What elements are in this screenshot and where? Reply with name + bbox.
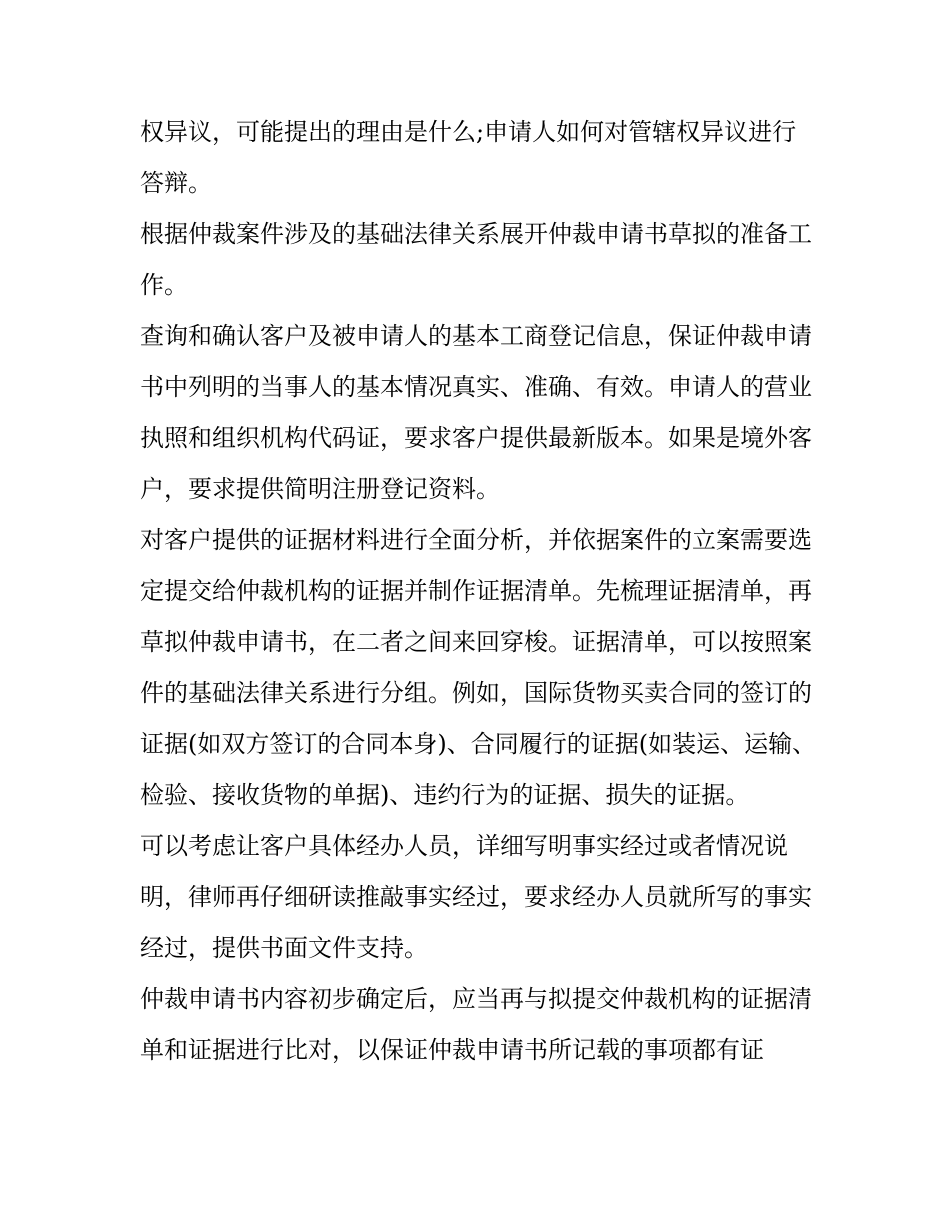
paragraph: 根据仲裁案件涉及的基础法律关系展开仲裁申请书草拟的准备工作。 [140,220,812,299]
paragraph: 查询和确认客户及被申请人的基本工商登记信息，保证仲裁申请书中列明的当事人的基本情况真实、准确、有效。申请人的营业执照和组织机构代码证，要求客户提供最新版本。如果是境外客户，要求提供简明注册登记资料。 [140,322,812,503]
paragraph: 仲裁申请书内容初步确定后，应当再与拟提交仲裁机构的证据清单和证据进行比对，以保证仲裁申请书所记载的事项都有证 [140,985,812,1064]
paragraph: 对客户提供的证据材料进行全面分析，并依据案件的立案需要选定提交给仲裁机构的证据并制作证据清单。先梳理证据清单，再草拟仲裁申请书，在二者之间来回穿梭。证据清单，可以按照案件的基础法律关系进行分组。例如，国际货物买卖合同的签订的证据(如双方签订的合同本身)、合同履行的证据(如装运、运输、检验、接收货物的单据)、违约行为的证据、损失的证据。 [140,526,817,809]
paragraph: 可以考虑让客户具体经办人员，详细写明事实经过或者情况说明，律师再仔细研读推敲事实经过，要求经办人员就所写的事实经过，提供书面文件支持。 [140,832,812,962]
paragraph: 权异议，可能提出的理由是什么;申请人如何对管辖权异议进行答辩。 [140,118,797,197]
document-body [140,107,820,1076]
